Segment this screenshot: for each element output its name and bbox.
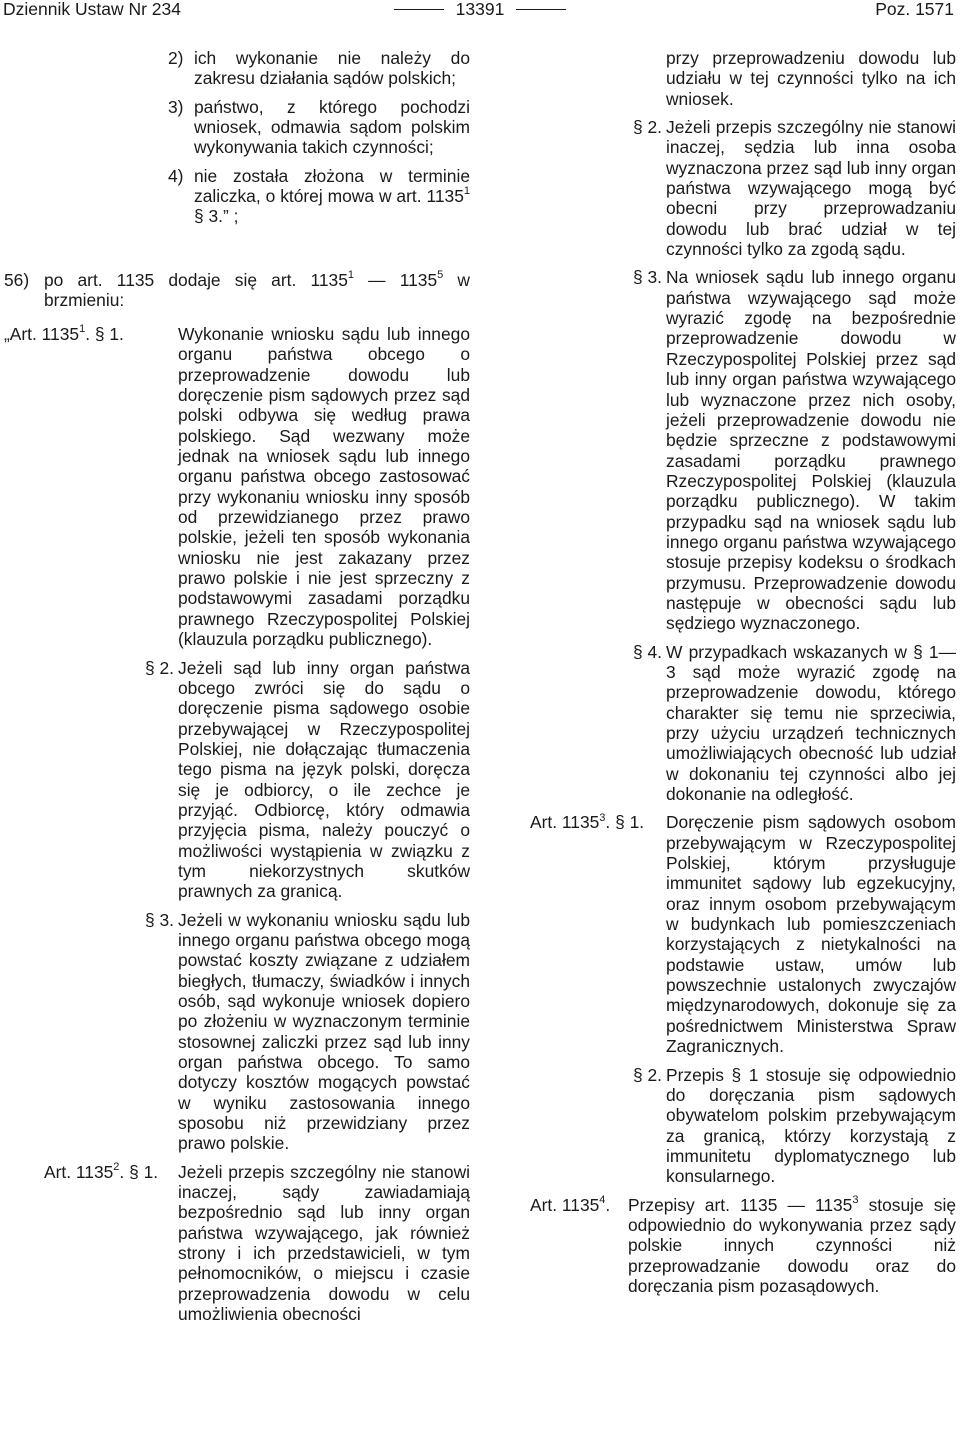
paragraph-text: W przypadkach wskazanych w § 1—3 sąd może wyrazić zgodę na przeprowadzenie dowodu, którego charakter się temu nie sprzeciwia, przy użyciu urządzeń technicznych umożliwiających obecność lub udział w dokonaniu tej czynności albo jej dokonanie na odległość. [666,641,956,805]
article-text: Jeżeli przepis szczególny nie stanowi inaczej, sądy zawiadamiają bezpośrednio sąd lub inny organ państwa wzywającego, jak również strony i ich przedstawicieli, w tym pełnomocników, o miejscu i czasie przeprowadzenia dowodu w celu umożliwienia obecności [178,1161,470,1325]
superscript: 1 [463,185,470,198]
article-text: Wykonanie wniosku sądu lub innego organu państwa obcego o przeprowadzenie dowodu lub doręczenie pism sądowych przez sąd polski odbywa się według prawa polskiego. Sąd wezwany może jednak na wniosek sądu lub innego organu państwa obcego zastosować przy wykonaniu wniosku inny sposób od przewidzianego przez prawo polskie, jeżeli ten sposób wykonania wniosku nie jest zakazany przez prawo polskie i nie jest sprzeczny z podstawowymi zasadami porządku prawnego Rzeczypospolitej Polskiej (klauzula porządku publicznego). [178,324,470,650]
paragraph-label: § 2. [632,1064,662,1085]
item-3 [168,97,470,158]
paragraph-text: Jeżeli sąd lub inny organ państwa obcego zwróci się do sądu o doręczenie pisma sądowego osobie przebywającej w Rzeczypospolitej Polskiej, nie dołączając tłumaczenia tego pisma na język polski, doręcza się je odbiorcy, o ile zechce je przyjąć. Odbiorcę, który odmawia przyjęcia pisma, należy pouczyć o możliwości wystąpienia w związku z tym niekorzystnych skutków prawnych za granicą. [178,657,470,902]
article-1135-3-par-2 [530,1065,956,1187]
point-label: 56) [4,270,30,290]
article-1135-3 [530,812,956,1056]
superscript: 1 [347,269,354,282]
paragraph-label: § 2. [632,117,662,138]
article-1135-1-par-2 [4,658,470,902]
superscript: 3 [599,811,606,824]
paragraph-text: Jeżeli przepis szczególny nie stanowi inaczej, sędzia lub inna osoba wyznaczona przez sąd lub inny organ państwa wzywającego mogą być obecni przy przeprowadzaniu dowodu lub brać udział w tej czynności tylko za zgodą sądu. [666,117,957,260]
page-number-block [0,0,960,18]
item-label: 4) [168,165,184,186]
paragraph-number: . § 1. [605,812,645,833]
article-label [4,324,178,650]
article-number: „Art. 1135 [4,324,80,344]
position-number: Poz. 1571 [875,0,954,19]
superscript: 2 [113,1160,120,1173]
paragraph-number: . § 1. [85,324,124,344]
article-text: stosuje się odpowiednio do wykonywania przez sądy polskie innych czynności niż przeprowadzanie dowodu oraz do doręczania pism pozasądowych. [628,1194,956,1296]
paragraph-label: § 2. [144,657,174,678]
article-label [530,1195,628,1297]
item-text-block [194,166,470,227]
paragraph-text: Jeżeli w wykonaniu wniosku sądu lub innego organu państwa obcego mogą powstać koszty związane z udziałem biegłych, tłumaczy, świadków i innych osób, sąd wykonuje wniosek dopiero po złożeniu w wyznaczonym terminie stosownej zaliczki przez sąd lub inny organ państwa obcego. To samo dotyczy kosztów mogących powstać w wyniku zastosowania innego sposobu niż przewidziany przez prawo polskie. [178,909,470,1154]
paragraph-number: . [605,1194,611,1215]
article-number: Art. 1135 [530,812,600,833]
item-label: 3) [168,96,184,117]
item-text: państwo, z którego pochodzi wniosek, odmawia sądom polskim wykonywania takich czynności; [194,96,470,158]
journal-title: Dziennik Ustaw Nr 234 [3,0,181,19]
dash-right [516,9,566,10]
paragraph-label: § 3. [144,909,174,930]
article-text: Doręczenie pism sądowych osobom przebywającym w Rzeczypospolitej Polskiej, którym przysługuje immunitet sądowy lub egzekucyjny, oraz innym osobom przebywającym w budynkach lub pomieszczeniach korzystających z nietykalności na podstawie ustaw, umów lub powszechnie ustalonych zwyczajów międzynarodowych, dokonuje się za pośrednictwem Ministerstwa Spraw Zagranicznych. [666,812,956,1057]
item-text: ich wykonanie nie należy do zakresu działania sądów polskich; [194,48,470,89]
right-column [530,48,956,1304]
article-1135-2-par-2 [530,117,956,259]
item-2 [168,48,470,89]
point-56 [4,270,470,319]
article-1135-2 [4,1162,470,1325]
superscript: 5 [437,269,444,282]
article-number: Art. 1135 [530,1194,600,1215]
item-tail: § 3.” ; [194,206,239,227]
superscript: 1 [79,323,86,336]
item-label: 2) [168,48,184,68]
paragraph-label: § 4. [632,641,662,662]
article-1135-1-par-3 [4,910,470,1154]
indent-spacer [530,48,666,109]
superscript: 4 [599,1193,606,1206]
page-header [0,0,960,22]
article-text-block [628,1195,956,1297]
paragraph-label: § 3. [632,267,662,288]
article-label [4,1162,178,1325]
article-text-start: Przepisy art. 1135 — 1135 [628,1194,853,1215]
item-4 [168,166,470,227]
left-column-articles [4,324,470,1333]
continuation [530,48,956,109]
point-text-start: po art. 1135 dodaje się art. 1135 [44,270,348,290]
left-column-items [168,48,470,235]
continuation-text: przy przeprowadzeniu dowodu lub udziału w tej czynności tylko na ich wniosek. [666,48,956,109]
article-1135-2-par-3 [530,267,956,633]
paragraph-text: Na wniosek sądu lub innego organu państwa wzywającego sąd może wyrazić zgodę na bezpośrednie przeprowadzenie dowodu w Rzeczypospolitej Polskiej przez sąd lub inny organ państwa wzywającego lub wyznaczone przez nich osoby, jeżeli przeprowadzenie dowodu nie będzie sprzeczne z podstawowymi zasadami porządku prawnego Rzeczypospolitej Polskiej (klauzula porządku publicznego). W takim przypadku sąd na wniosek sądu lub innego organu państwa wzywającego stosuje przepisy kodeksu o środkach przymusu. Przeprowadzenie dowodu następuje w obecności sądu lub sędziego wyznaczonego. [666,267,956,634]
article-1135-1 [4,324,470,650]
item-text: nie została złożona w terminie zaliczka, o której mowa w art. 1135 [194,165,470,207]
dash-left [394,9,444,10]
article-1135-4 [530,1195,956,1297]
point-text-end: w brzmieniu: [44,270,470,311]
superscript: 3 [852,1193,859,1206]
paragraph-text: Przepis § 1 stosuje się odpowiednio do doręczania pism sądowych obywatelom polskim przebywającym za granicą, którzy korzystają z immunitetu dyplomatycznego lub konsularnego. [666,1064,956,1187]
article-number: Art. 1135 [44,1161,114,1182]
paragraph-number: . § 1. [119,1161,159,1182]
article-label [530,812,666,1056]
point-text [44,270,470,311]
page-number: 13391 [455,0,505,19]
point-text-mid: — 1135 [354,270,438,290]
point-56-line [4,270,470,311]
article-1135-2-par-4 [530,642,956,805]
